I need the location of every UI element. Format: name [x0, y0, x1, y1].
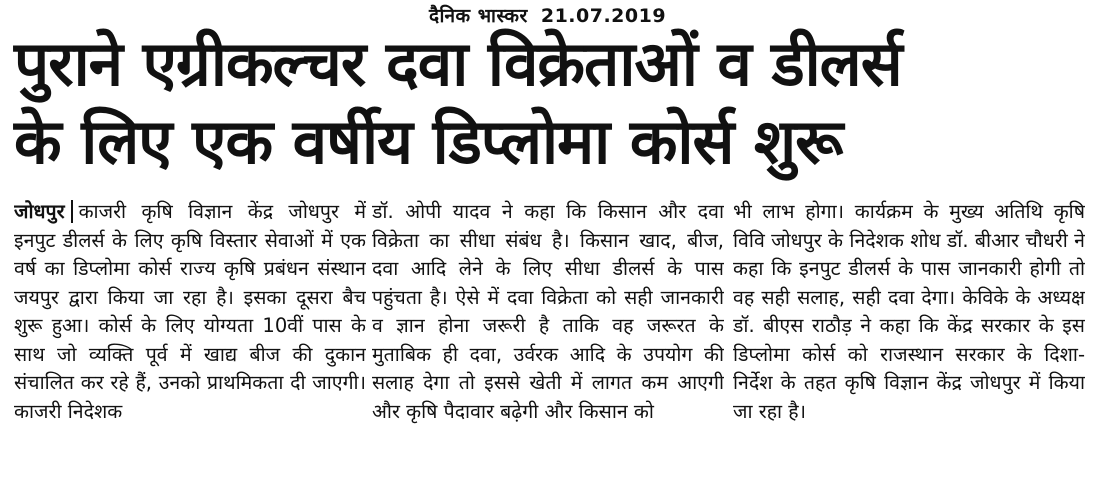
dateline: जोधपुर — [14, 200, 73, 223]
publication-date: 21.07.2019 — [540, 5, 667, 27]
headline-line-1: पुराने एग्रीकल्चर दवा विक्रेताओं व डीलर्स — [14, 27, 902, 100]
article-column-1 — [14, 198, 366, 426]
article-text-col3: भी लाभ होगा। कार्यक्रम के मुख्य अतिथि कृषि विवि जोधपुर के निदेशक शोध डॉ. बीआर चौधरी ने कहा कि इनपुट डीलर्स के पास जानकारी होगी तो वह सही सलाह, सही दवा देगा। केविके के अध्यक्ष डॉ. बीएस राठौड़ ने कहा कि केंद्र सरकार के इस डिप्लोमा कोर्स को राजस्थान सरकार के दिशा-निर्देश के तहत कृषि विज्ञान केंद्र जोधपुर में किया जा रहा है। — [733, 200, 1085, 423]
newspaper-name: दैनिक भास्कर — [428, 5, 528, 27]
article-text-col2: डॉ. ओपी यादव ने कहा कि किसान और दवा विक्रेता का सीधा संबंध है। किसान खाद, बीज, दवा आदि लेने के लिए सीधा डीलर्स के पास पहुंचता है। ऐसे में दवा विक्रेता को सही जानकारी व ज्ञान होना जरूरी है ताकि वह जरूरत के मुताबिक ही दवा, उर्वरक आदि के उपयोग की सलाह देगा तो इससे खेती में लागत कम आएगी और कृषि पैदावार बढ़ेगी और किसान को — [372, 200, 724, 423]
masthead — [0, 4, 1095, 28]
headline-line-2: के लिए एक वर्षीय डिप्लोमा कोर्स शुरू — [14, 105, 843, 178]
article-text-col1: काजरी कृषि विज्ञान केंद्र जोधपुर में इनपुट डीलर्स के लिए कृषि विस्तार सेवाओं में एक वर्ष का डिप्लोमा कोर्स राज्य कृषि प्रबंधन संस्थान जयपुर द्वारा किया जा रहा है। इसका दूसरा बैच शुरू हुआ। कोर्स के लिए योग्यता 10वीं पास के साथ जो व्यक्ति पूर्व में खाद्य बीज की दुकान संचालित कर रहे हैं, उनको प्राथमिकता दी जाएगी। काजरी निदेशक — [14, 200, 366, 423]
article-column-2 — [372, 198, 724, 426]
article-column-3 — [733, 198, 1085, 426]
